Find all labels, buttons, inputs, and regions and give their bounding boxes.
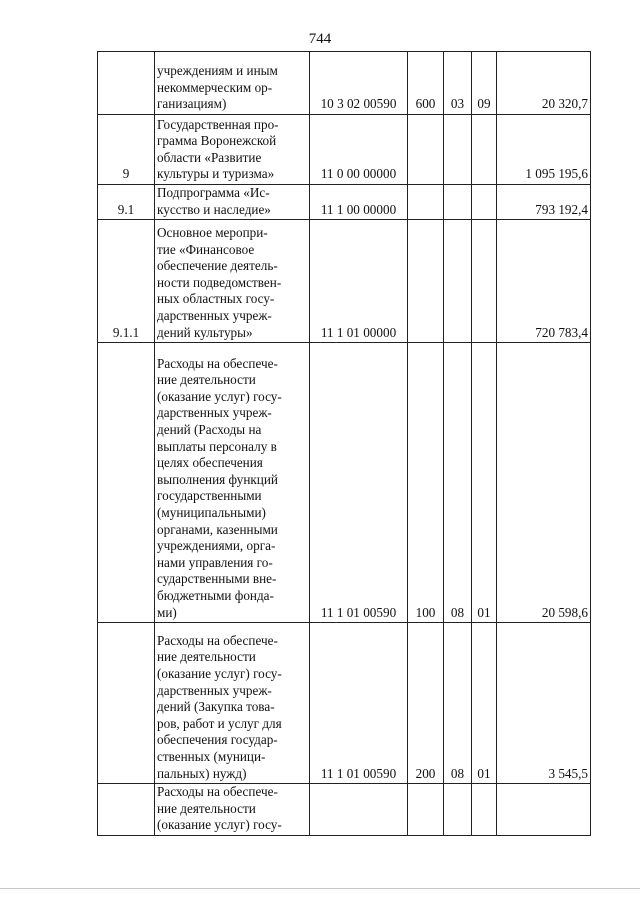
row-name-line: (муниципальными)	[157, 505, 266, 521]
section-cell: 08	[444, 343, 472, 623]
table-row	[98, 220, 591, 343]
budget-code-cell	[310, 784, 408, 836]
row-name-line: нами управления го-	[157, 554, 273, 570]
expense-type-cell: 200	[408, 623, 444, 784]
subsection-cell	[472, 220, 497, 343]
expense-type-cell	[408, 220, 444, 343]
budget-code-cell: 11 1 01 00590	[310, 623, 408, 784]
row-name-line: Подпрограмма «Ис-	[157, 185, 270, 200]
amount-cell: 793 192,4	[497, 185, 591, 220]
table-row	[98, 115, 591, 185]
row-number-cell	[98, 784, 155, 836]
table-row	[98, 52, 591, 115]
subsection-cell: 01	[472, 343, 497, 623]
row-name-line: Расходы на обеспече-	[157, 632, 278, 648]
section-cell	[444, 220, 472, 343]
subsection-cell	[472, 784, 497, 836]
row-name-line: дений (Закупка това-	[157, 699, 275, 715]
row-name-line: ров, работ и услуг для	[157, 715, 282, 731]
table-row	[98, 185, 591, 220]
row-name-line: дарственных учреж-	[157, 308, 272, 323]
budget-code-cell: 11 0 00 00000	[310, 115, 408, 185]
budget-code-cell: 11 1 01 00000	[310, 220, 408, 343]
amount-cell: 720 783,4	[497, 220, 591, 343]
budget-code-cell: 11 1 01 00590	[310, 343, 408, 623]
row-name-cell	[155, 115, 310, 185]
table-body	[98, 52, 591, 836]
row-name-cell	[155, 343, 310, 623]
amount-cell	[497, 784, 591, 836]
row-name-line: культуры и туризма»	[157, 166, 275, 182]
table-row	[98, 784, 591, 836]
row-name-line: целях обеспечения	[157, 455, 263, 471]
row-name-cell	[155, 52, 310, 115]
row-name-line: (оказание услуг) госу-	[157, 666, 282, 682]
page-bottom-rule	[0, 888, 640, 889]
row-number-cell	[98, 343, 155, 623]
expense-type-cell	[408, 185, 444, 220]
expense-type-cell: 100	[408, 343, 444, 623]
expense-type-cell	[408, 784, 444, 836]
row-name-line: обеспечение деятель-	[157, 258, 278, 274]
row-name-line: некоммерческим ор-	[157, 79, 273, 95]
row-name-line: дений (Расходы на	[157, 422, 262, 438]
row-number-cell: 9.1	[98, 185, 155, 220]
row-name-line: ганизациям)	[157, 96, 227, 112]
row-name-line: (оказание услуг) госу-	[157, 388, 282, 404]
row-name-line: учреждениям и иным	[157, 63, 278, 79]
row-number-cell	[98, 623, 155, 784]
subsection-cell: 01	[472, 623, 497, 784]
row-name-line: ние деятельности	[157, 649, 256, 665]
subsection-cell: 09	[472, 52, 497, 115]
row-name-line: выполнения функций	[157, 471, 278, 487]
section-cell	[444, 784, 472, 836]
row-name-line: бюджетными фонда-	[157, 588, 274, 603]
row-name-cell	[155, 185, 310, 220]
row-number-cell	[98, 52, 155, 115]
row-name-cell	[155, 623, 310, 784]
section-cell	[444, 185, 472, 220]
expense-type-cell	[408, 115, 444, 185]
row-name-line: дений культуры»	[157, 324, 253, 340]
table-row	[98, 343, 591, 623]
amount-cell: 3 545,5	[497, 623, 591, 784]
row-name-line: (оказание услуг) госу-	[157, 817, 282, 833]
budget-table	[97, 51, 591, 836]
row-number-cell: 9.1.1	[98, 220, 155, 343]
row-name-line: ных областных госу-	[157, 291, 275, 307]
subsection-cell	[472, 115, 497, 185]
budget-code-cell: 11 1 00 00000	[310, 185, 408, 220]
row-name-line: Расходы на обеспече-	[157, 355, 278, 371]
section-cell: 03	[444, 52, 472, 115]
row-name-line: сударственными вне-	[157, 571, 277, 587]
row-name-line: выплаты персоналу в	[157, 438, 277, 454]
row-name-line: Государственная про-	[157, 116, 279, 132]
row-name-line: ние деятельности	[157, 372, 256, 388]
row-name-cell	[155, 220, 310, 343]
expense-type-cell: 600	[408, 52, 444, 115]
amount-cell: 20 320,7	[497, 52, 591, 115]
amount-cell: 20 598,6	[497, 343, 591, 623]
row-name-line: Расходы на обеспече-	[157, 784, 278, 800]
row-name-line: тие «Финансовое	[157, 241, 255, 257]
row-name-line: ние деятельности	[157, 800, 256, 816]
amount-cell: 1 095 195,6	[497, 115, 591, 185]
table-row	[98, 623, 591, 784]
row-name-line: учреждениями, орга-	[157, 538, 276, 554]
budget-code-cell: 10 3 02 00590	[310, 52, 408, 115]
page-number: 744	[308, 31, 332, 47]
row-name-cell	[155, 784, 310, 836]
row-name-line: области «Развитие	[157, 149, 262, 165]
row-name-line: государственными	[157, 488, 262, 504]
row-name-line: органами, казенными	[157, 521, 278, 537]
row-name-line: ности подведомствен-	[157, 274, 282, 290]
row-name-line: обеспечения государ-	[157, 732, 278, 748]
row-name-line: грамма Воронежской	[157, 133, 277, 149]
section-cell	[444, 115, 472, 185]
row-name-line: ми)	[157, 604, 177, 620]
row-name-line: дарственных учреж-	[157, 682, 272, 698]
row-name-line: кусство и наследие»	[157, 201, 271, 217]
row-name-line: ственных (муници-	[157, 749, 266, 764]
subsection-cell	[472, 185, 497, 220]
row-name-line: Основное меропри-	[157, 225, 268, 241]
row-name-line: пальных) нужд)	[157, 765, 247, 781]
row-name-line: дарственных учреж-	[157, 405, 272, 421]
row-number-cell: 9	[98, 115, 155, 185]
section-cell: 08	[444, 623, 472, 784]
